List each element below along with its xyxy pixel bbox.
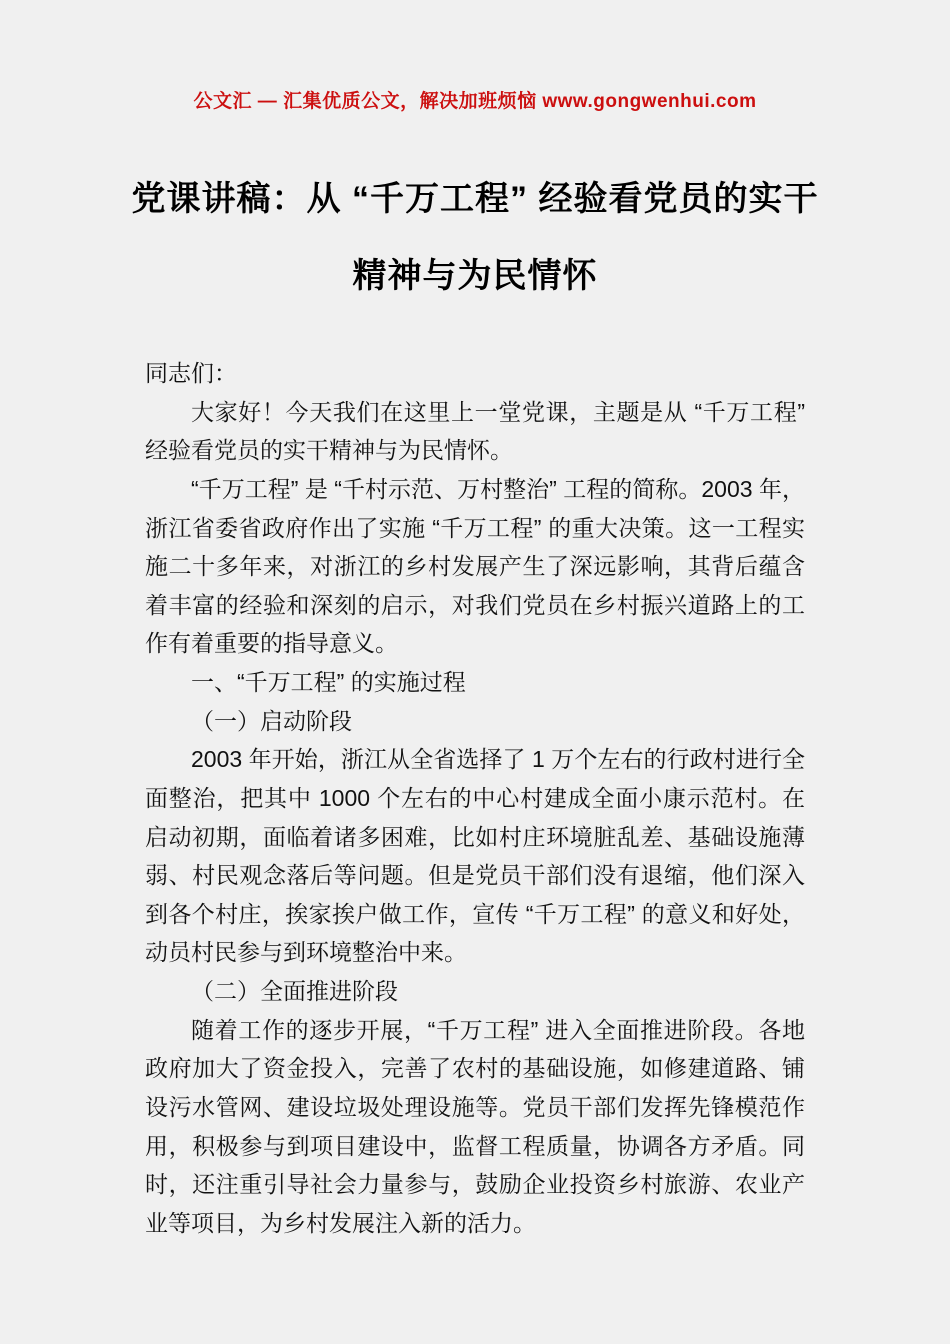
section-heading-1: 一、“千万工程” 的实施过程	[191, 669, 466, 695]
site-header-slogan: 公文汇 — 汇集优质公文，解决加班烦恼 www.gongwenhui.com	[193, 91, 757, 112]
subsection-heading-1-1: （一）启动阶段	[191, 707, 352, 734]
document-title: 党课讲稿：从 “千万工程” 经验看党员的实干精神与为民情怀	[131, 180, 819, 295]
paragraph-advance-phase: 随着工作的逐步开展，“千万工程” 进入全面推进阶段。各地政府加大了资金投入，完善了农村的基础设施，如修建道路、铺设污水管网、建设垃圾处理设施等。党员干部们发挥先锋模范作用，积极参与到项目建设中，监督工程质量，协调各方矛盾。同时，还注重引导社会力量参与，鼓励企业投资乡村旅游、农业产业等项目，为乡村发展注入新的活力。	[145, 1016, 805, 1236]
paragraph-launch-phase: 2003 年开始，浙江从全省选择了 1 万个左右的行政村进行全面整治，把其中 1000 个左右的中心村建成全面小康示范村。在启动初期，面临着诸多困难，比如村庄环境脏乱差、基础设施薄弱、村民观念落后等问题。但是党员干部们没有退缩，他们深入到各个村庄，挨家挨户做工作，宣传 “千万工程” 的意义和好处，动员村民参与到环境整治中来。	[145, 746, 805, 966]
paragraph-salutation: 同志们：	[145, 360, 237, 386]
paragraph-intro: “千万工程” 是 “千村示范、万村整治” 工程的简称。2003 年，浙江省委省政府作出了实施 “千万工程” 的重大决策。这一工程实施二十多年来，对浙江的乡村发展产生了深远影响，其背后蕴含着丰富的经验和深刻的启示，对我们党员在乡村振兴道路上的工作有着重要的指导意义。	[145, 475, 805, 657]
paragraph-greeting: 大家好！今天我们在这里上一堂党课，主题是从 “千万工程” 经验看党员的实干精神与为民情怀。	[145, 398, 805, 464]
document-body	[145, 354, 805, 1242]
subsection-heading-1-2: （二）全面推进阶段	[191, 978, 398, 1004]
